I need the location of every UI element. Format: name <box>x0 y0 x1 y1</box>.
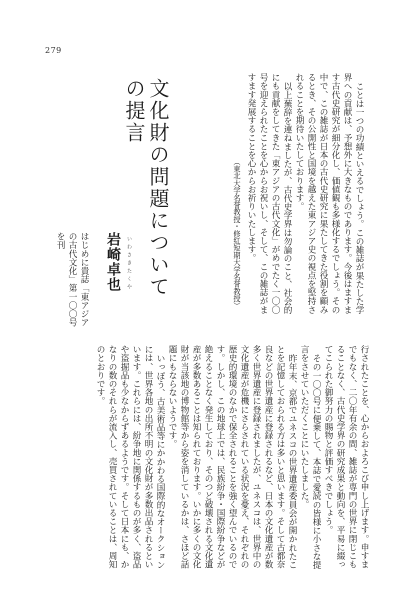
body-paragraph: 行されたことを、心からおよろこび申し上げます。申すまでもなく、二〇年有余の間、雑誌が専門の世界に閉じこもることなく、古代史学界の研究成果と動向を、平易に綴ってこられた御努力の賜物と評価すべきでしょう。 <box>323 345 369 569</box>
author-reading: いわさきたくや <box>126 236 132 292</box>
article-author: 岩崎卓也 <box>105 232 121 292</box>
body-section <box>40 345 370 570</box>
page-number: 279 <box>45 46 62 55</box>
article-intro: はじめに貴誌「東アジアの古代文化」第一〇〇号を刊 <box>55 232 89 327</box>
body-paragraph: 昨年末、京都でユネスコの世界遺産委員会が開かれたことを記憶しておられる方は多いと思います。そして古都奈良などの世界遺産に登録されるなど、日本の文化遺産が数多く世界遺産に登録されましたが、ユネスコは、世界中の文化遺産が危機にさらされている状況を憂え、それぞれの歴史的環境のなかで保全されることを強く望んでいるのです。しかし、この地球上では、民族紛争・国際紛争などが絶えることなく発生しており、そのつど破壊される文化遺産が多数あることは知られております。いかに多くの文化財が当該地の博物館等から姿を消しているかは、さほど話題にもならないようです。 <box>167 345 297 569</box>
preface-paragraph: ことは一つの功績といえるでしょう。この雑誌が果たした学界への貢献は、予想外に大きなものであります。今後はますます古代史研究が細分化し、価値観も多様化するでしょう。その中で、この雑誌が日本の古代史研究に果たしてきた役割を顧みるとき、その公開性と国境を越えた東アジア史の視点を堅持されることを期待いたしております。 <box>294 73 364 314</box>
author-credit: （東北大学名誉教授・修紅短期大学名誉教授） <box>233 158 242 310</box>
article-title: 文化財の問題についての提言 <box>122 78 170 298</box>
body-paragraph: いっぽう、古美術品等にかかわる国際的なオークションには、世界各地の出所不明の文化財が多数出品されるといいます。これらには、紛争地に関係するものが多く、盗品や盗掘品も少なからずあるようです。そして日本にも、かなりの数のそれらが流入し、売買されていることは、周知のとおりです。 <box>95 345 165 569</box>
preface-paragraph: 以上蕪辞を連ねましたが、古代史学界は勿論のこと、社会的にも貢献をしてきた「東アジアの古代文化」がめでたく一〇〇号を迎えられたことを心からお祝いし、そして、この雑誌がますます発展することを心からお祈りいたします。 <box>246 73 292 314</box>
body-paragraph: その一〇〇号に便乗して、本誌で愛読の皆様に小さな提言をさせていただくことにいたしました。 <box>299 345 321 569</box>
